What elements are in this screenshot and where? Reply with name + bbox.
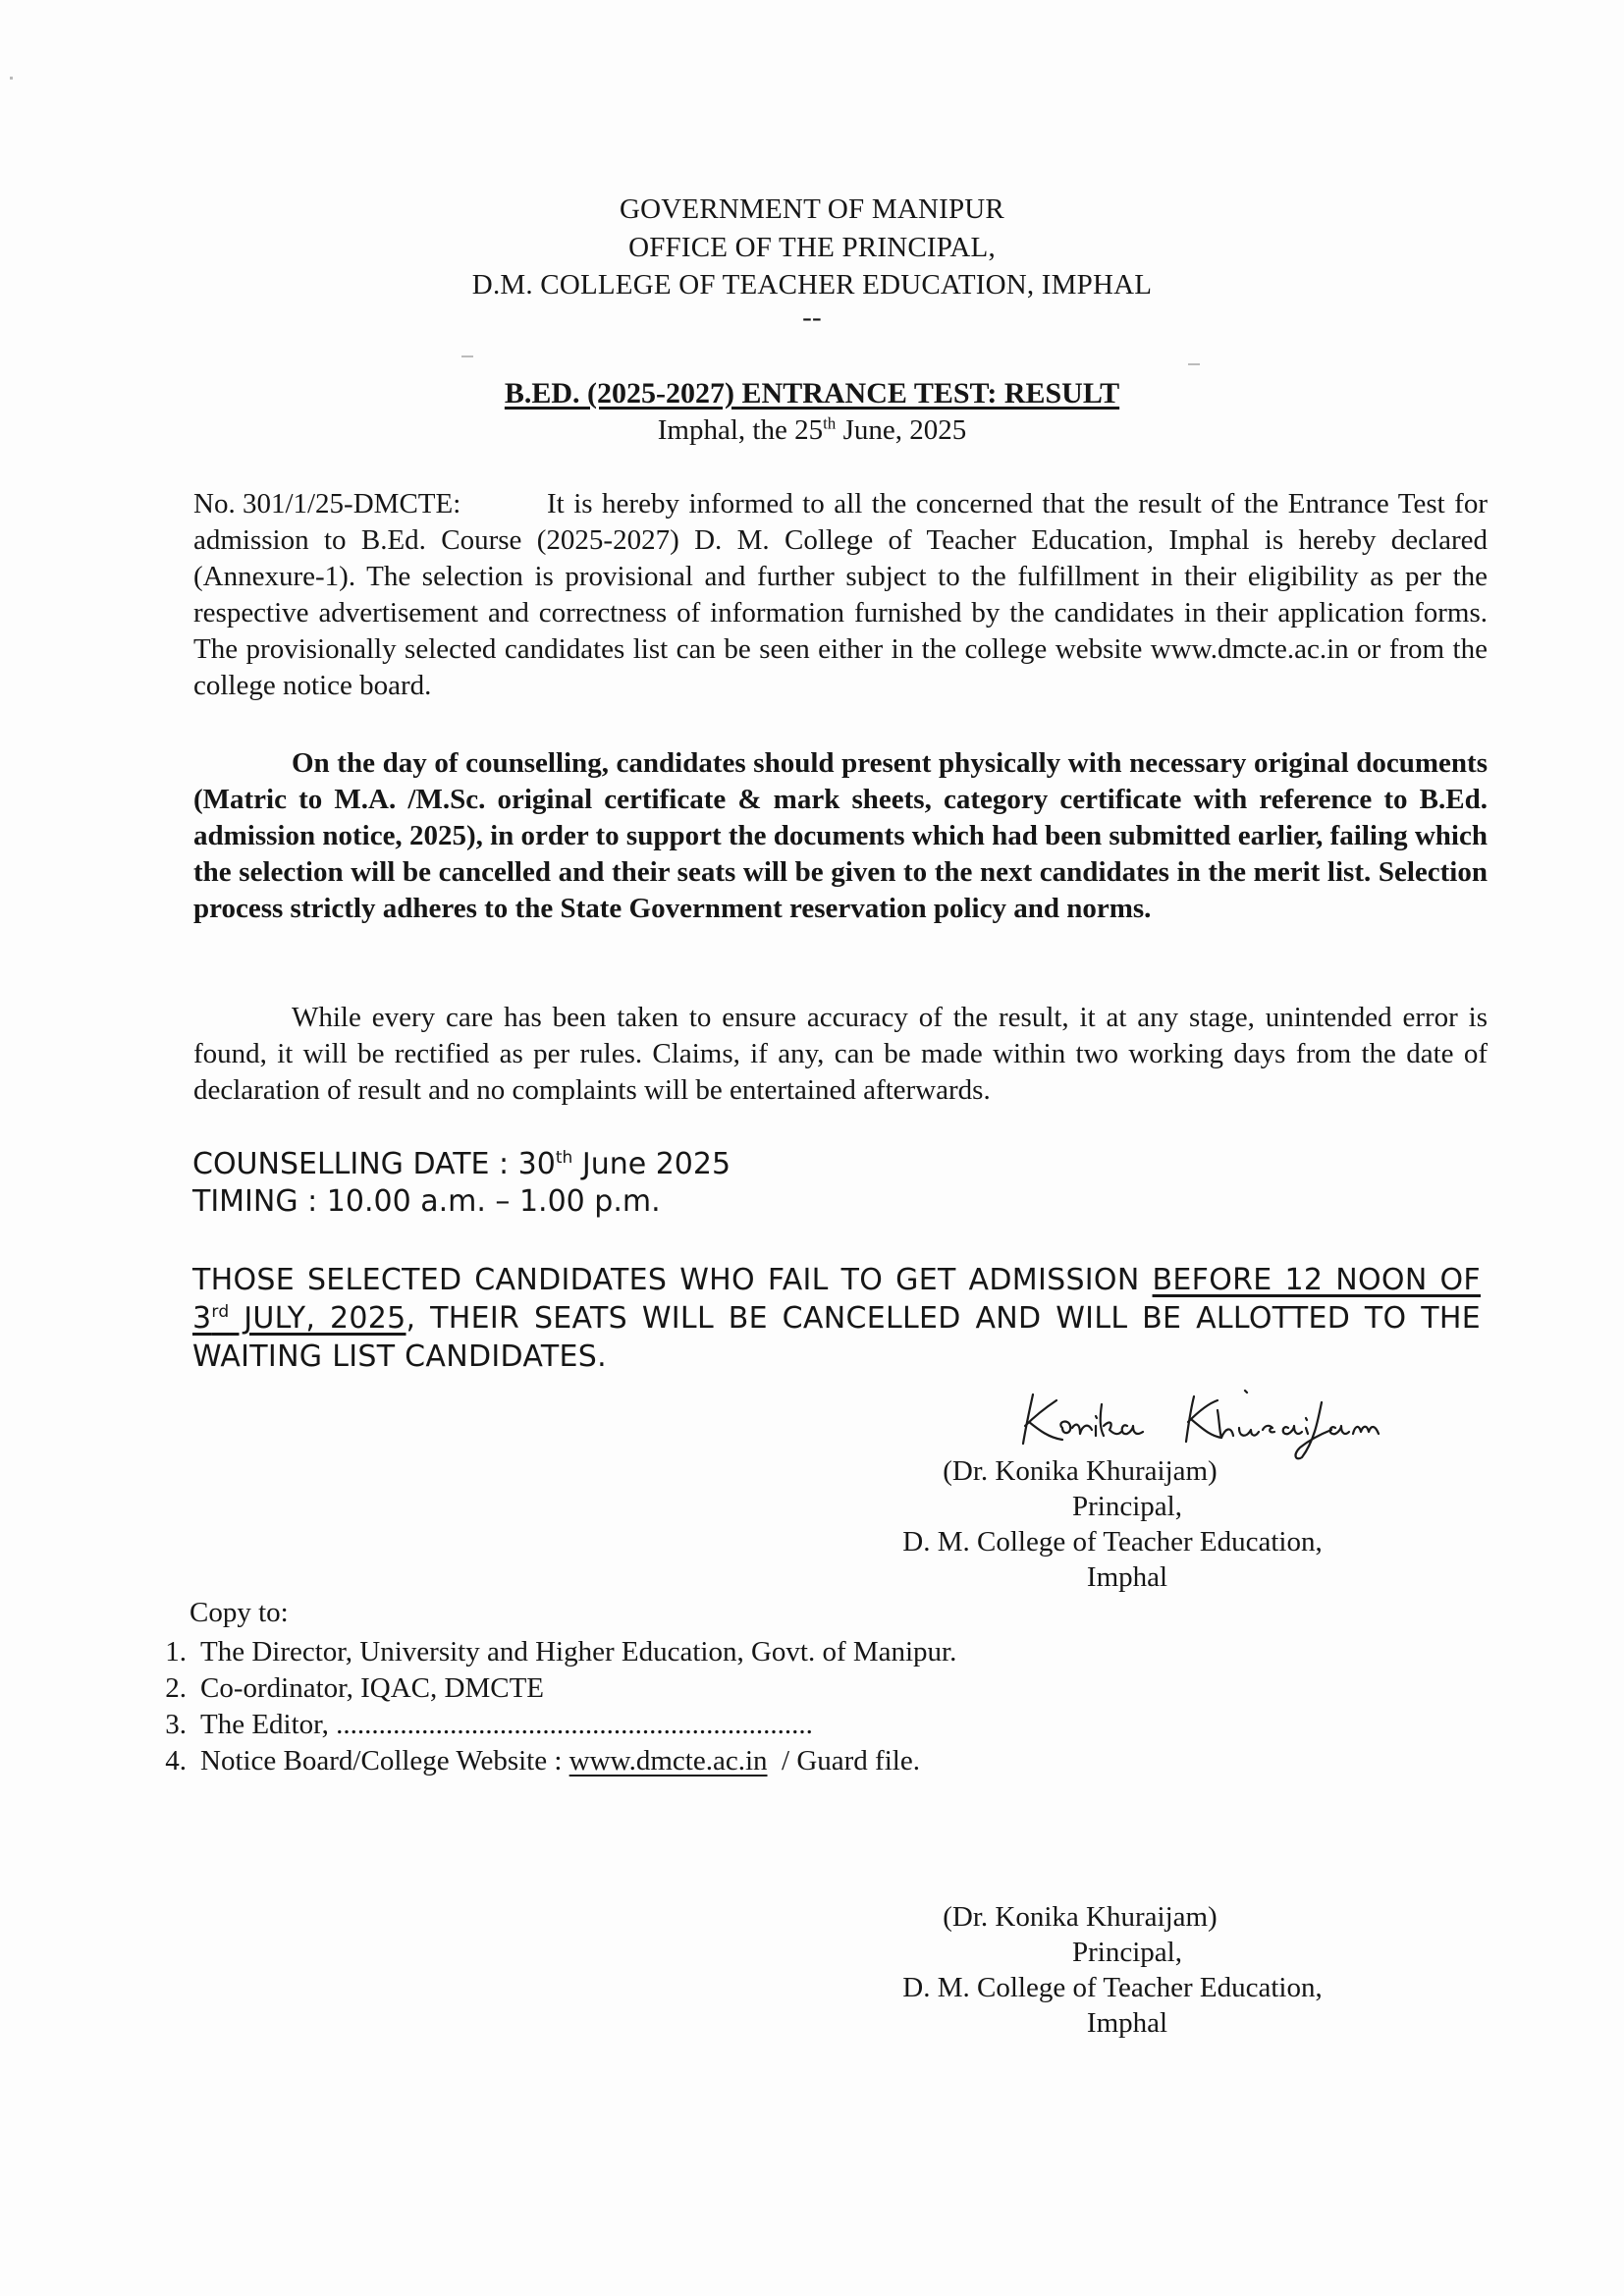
signatory-college: D. M. College of Teacher Education, — [902, 1972, 1323, 2003]
reference-number: No. 301/1/25-DMCTE: — [193, 488, 461, 519]
header-line-government: GOVERNMENT OF MANIPUR — [620, 193, 1004, 225]
signatory-designation: Principal, — [1072, 1491, 1182, 1522]
document-title-row — [0, 377, 1624, 410]
list-item: 1. The Director, University and Higher Education, Govt. of Manipur. — [165, 1636, 957, 1667]
counselling-date-prefix: COUNSELLING DATE : 30 — [192, 1147, 556, 1181]
list-item: 3. The Editor, ................................................................... — [165, 1709, 813, 1740]
paragraph-1-text: It is hereby informed to all the concerned that the result of the Entrance Test for admission to B.Ed. Course (2025-2027) D. M. College of Teacher Education, Imphal is hereby declared (Annexure-1). The selection is provisional and further subject to the fulfillment in their eligibility as per the respective advertisement and correctness of information furnished by the candidates in their application forms. The provisionally selected candidates list can be seen either in the college website www.dmcte.ac.in or from the college notice board. — [193, 488, 1488, 701]
notice-part-1: THOSE SELECTED CANDIDATES WHO FAIL TO GET ADMISSION — [192, 1263, 1153, 1297]
document-title: B.ED. (2025-2027) ENTRANCE TEST: RESULT — [504, 377, 1120, 410]
signatory-place: Imphal — [1086, 1561, 1168, 1593]
counselling-timing: TIMING : 10.00 a.m. – 1.00 p.m. — [192, 1184, 661, 1219]
paragraph-result-declaration — [193, 486, 1488, 704]
scan-speck — [461, 355, 473, 357]
counselling-date-suffix: June 2025 — [572, 1147, 731, 1181]
signatory-place: Imphal — [1086, 2007, 1168, 2039]
signatory-name: (Dr. Konika Khuraijam) — [943, 1455, 1218, 1487]
signatory-block-bottom — [833, 1899, 1422, 2041]
signatory-college: D. M. College of Teacher Education, — [902, 1526, 1323, 1558]
admission-deadline-notice — [192, 1261, 1481, 1376]
date-prefix: Imphal, the 25 — [657, 414, 824, 446]
list-item: 2. Co-ordinator, IQAC, DMCTE — [165, 1672, 545, 1704]
paragraph-counselling-instructions: On the day of counselling, candidates should present physically with necessary original documents (Matric to M.A. /M.Sc. original certificate & mark sheets, category certificate with reference to B.Ed. admission notice, 2025), in order to support the documents which had been submitted earlier, failing which the selection will be cancelled and their seats will be given to the next candidates in the merit list. Selection process strictly adheres to the State Government reservation policy and norms. — [193, 747, 1488, 924]
counselling-date-sup: th — [555, 1148, 573, 1168]
college-website-link[interactable]: www.dmcte.ac.in — [568, 1745, 768, 1777]
signatory-block — [833, 1453, 1422, 1595]
date-suffix: June, 2025 — [836, 414, 967, 446]
copy-to-heading: Copy to: — [189, 1597, 289, 1628]
scan-speck — [10, 77, 13, 80]
counselling-date — [192, 1145, 731, 1183]
header-separator: -- — [802, 301, 822, 333]
header-line-college: D.M. COLLEGE OF TEACHER EDUCATION, IMPHAL — [471, 269, 1153, 301]
list-item: 4. Notice Board/College Website : www.dmcte.ac.in / Guard file. — [165, 1745, 920, 1777]
scan-speck — [1188, 363, 1200, 365]
copy-to-list — [128, 1634, 1110, 1779]
notice-deadline: BEFORE 12 NOON OF 3rd JULY, 2025 — [192, 1263, 1481, 1336]
signatory-name: (Dr. Konika Khuraijam) — [943, 1901, 1218, 1933]
signatory-designation: Principal, — [1072, 1937, 1182, 1968]
header-line-office: OFFICE OF THE PRINCIPAL, — [628, 232, 996, 263]
paragraph-accuracy-disclaimer: While every care has been taken to ensure accuracy of the result, it at any stage, unintended error is found, it will be rectified as per rules. Claims, if any, can be made within two working days from the date of declaration of result and no complaints will be entertained afterwards. — [193, 1002, 1488, 1106]
notice-part-2: , THEIR SEATS WILL BE CANCELLED AND WILL BE ALLOTTED TO THE WAITING LIST CANDIDATES. — [192, 1301, 1481, 1374]
date-sup: th — [823, 413, 837, 433]
document-date — [0, 414, 1624, 447]
handwritten-signature — [1011, 1383, 1404, 1461]
